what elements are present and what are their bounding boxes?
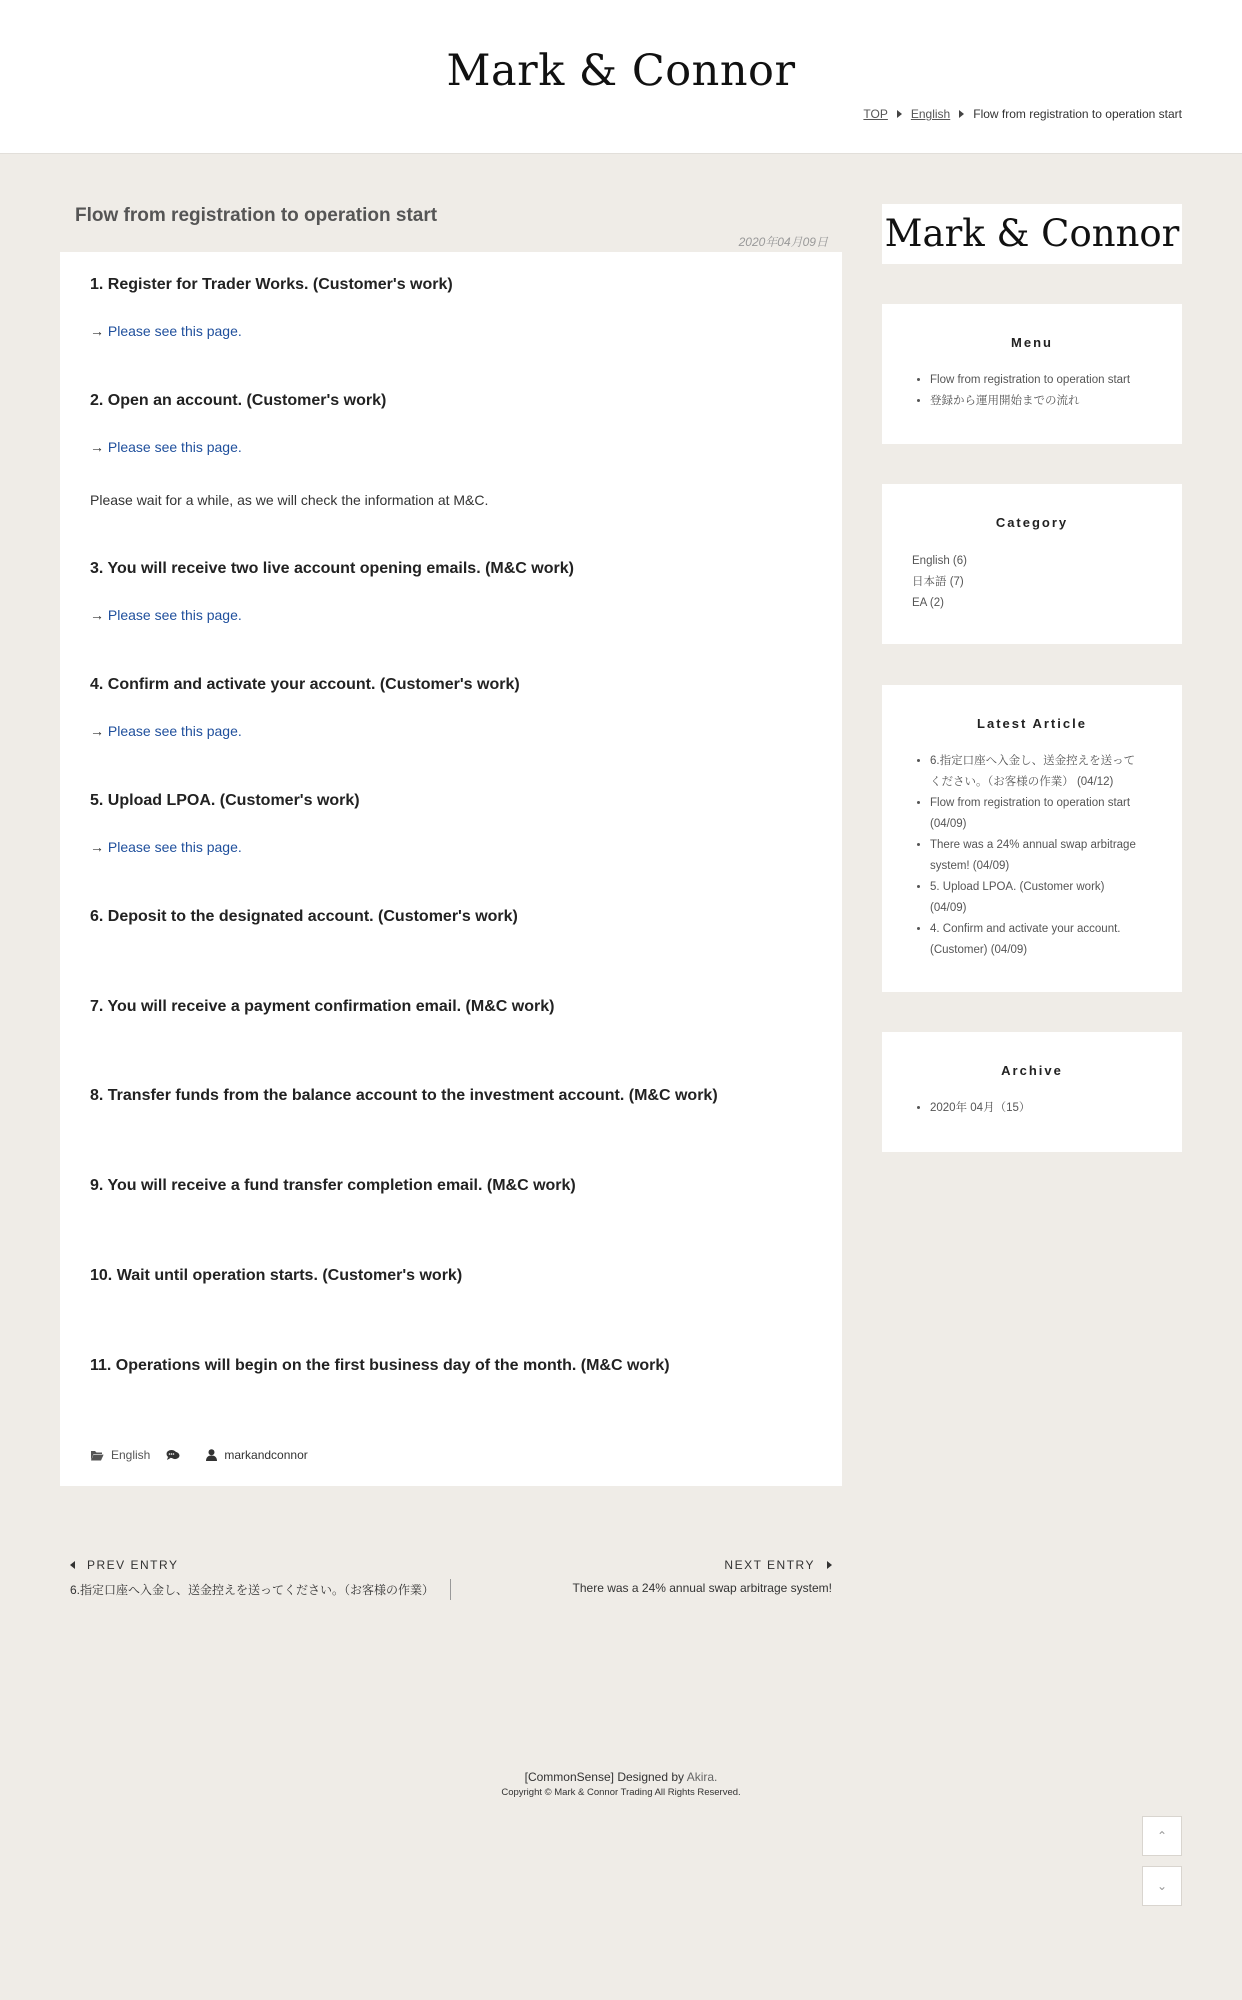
entry-meta [90, 1448, 308, 1462]
footer-theme-text: [CommonSense] Designed by [524, 1770, 685, 1784]
archive-item[interactable] [930, 1098, 1160, 1119]
scroll-bottom-button[interactable] [1142, 1866, 1182, 1906]
meta-author-name: markandconnor [224, 1448, 308, 1462]
arrow-right-icon: → [90, 607, 104, 623]
step-note: Please wait for a while, as we will check the information at M&C. [90, 492, 489, 508]
menu-item[interactable] [930, 370, 1160, 391]
latest-article-line: 6.指定口座へ入金し、送金控えを送って [930, 755, 1136, 767]
step-link-line [90, 439, 242, 455]
chevron-up-icon: ⌃ [1156, 1829, 1168, 1843]
caret-right-icon [827, 1561, 832, 1569]
prev-entry-title: 6.指定口座へ入金し、送金控えを送ってください。（お客様の作業） [70, 1583, 435, 1597]
step-heading: 7. You will receive a payment confirmation email. (M&C work) [90, 998, 555, 1015]
arrow-right-icon: → [90, 723, 104, 739]
caret-right-icon [897, 110, 902, 118]
widget-archive [882, 1032, 1182, 1152]
step-heading: 6. Deposit to the designated account. (Customer's work) [90, 908, 518, 925]
step-3-link[interactable]: Please see this page. [107, 607, 242, 623]
article-body [60, 252, 842, 1486]
latest-article-item[interactable] [930, 835, 1160, 877]
arrow-right-icon: → [90, 439, 104, 455]
latest-article-line: Flow from registration to operation start [930, 797, 1131, 809]
entry-date: 2020年04月09日 [738, 235, 828, 249]
site-title-link[interactable]: Mark & Connor [446, 46, 796, 96]
sidebar-logo-banner[interactable] [882, 204, 1182, 264]
prev-entry-label-row [70, 1558, 434, 1572]
latest-article-item[interactable] [930, 919, 1160, 961]
latest-article-item[interactable] [930, 751, 1160, 793]
category-list [912, 551, 967, 614]
latest-article-line: (Customer) (04/09) [930, 944, 1028, 956]
meta-category-link[interactable] [90, 1448, 150, 1462]
menu-list [930, 370, 1160, 412]
caret-left-icon [70, 1561, 75, 1569]
latest-article-link[interactable] [930, 881, 1104, 914]
next-entry-title: There was a 24% annual swap arbitrage system! [572, 1581, 832, 1595]
latest-article-item[interactable] [930, 877, 1160, 919]
category-item-link[interactable]: 日本語 (7) [912, 576, 964, 588]
latest-article-link[interactable] [930, 839, 1136, 872]
menu-item[interactable] [930, 391, 1160, 412]
widget-menu [882, 304, 1182, 444]
breadcrumb [863, 107, 1182, 121]
step-heading: 1. Register for Trader Works. (Customer's work) [90, 276, 453, 293]
menu-item-link[interactable]: Flow from registration to operation start [930, 374, 1131, 386]
widget-latest-article [882, 685, 1182, 992]
latest-article-line: (04/09) [930, 902, 967, 914]
latest-article-line: system! (04/09) [930, 860, 1010, 872]
scroll-top-button[interactable] [1142, 1816, 1182, 1856]
archive-item-link[interactable]: 2020年 04月（15） [930, 1102, 1031, 1114]
entry-title: Flow from registration to operation start [75, 205, 438, 226]
step-2-link[interactable]: Please see this page. [107, 439, 242, 455]
step-link-line [90, 607, 242, 623]
next-entry-link[interactable] [573, 1558, 832, 1595]
step-heading: 3. You will receive two live account opening emails. (M&C work) [90, 560, 574, 577]
meta-category-label: English [111, 1448, 151, 1462]
step-1-link[interactable]: Please see this page. [107, 323, 242, 339]
step-heading: 8. Transfer funds from the balance account to the investment account. (M&C work) [90, 1087, 718, 1104]
next-entry-label-row [573, 1558, 832, 1572]
archive-list [930, 1098, 1160, 1119]
step-4-link[interactable]: Please see this page. [107, 723, 242, 739]
step-heading: 2. Open an account. (Customer's work) [90, 392, 387, 409]
breadcrumb-category-link[interactable]: English [910, 107, 951, 121]
step-heading: 5. Upload LPOA. (Customer's work) [90, 792, 360, 809]
step-heading: 4. Confirm and activate your account. (Customer's work) [90, 676, 520, 693]
latest-article-line: 4. Confirm and activate your account. [930, 923, 1121, 935]
step-link-line [90, 323, 242, 339]
site-header [0, 0, 1242, 154]
category-item-link[interactable]: EA (2) [912, 597, 944, 609]
chevron-down-icon: ⌄ [1156, 1879, 1168, 1893]
comments-icon [166, 1449, 180, 1461]
latest-article-link[interactable] [930, 923, 1121, 956]
widget-archive-title: Archive [1001, 1063, 1063, 1078]
prev-entry-label: PREV ENTRY [87, 1558, 179, 1572]
step-heading: 11. Operations will begin on the first business day of the month. (M&C work) [90, 1357, 670, 1374]
caret-right-icon [959, 110, 964, 118]
step-link-line [90, 839, 242, 855]
widget-latest-title: Latest Article [977, 716, 1087, 731]
category-item-link[interactable]: English (6) [912, 555, 967, 567]
sidebar-logo-text: Mark & Connor [884, 212, 1180, 255]
arrow-right-icon: → [90, 323, 104, 339]
step-5-link[interactable]: Please see this page. [107, 839, 242, 855]
breadcrumb-current: Flow from registration to operation start [973, 107, 1182, 121]
latest-article-link[interactable] [930, 755, 1135, 788]
step-link-line [90, 723, 242, 739]
comments-link[interactable] [166, 1449, 180, 1461]
pager-divider [450, 1579, 451, 1600]
latest-article-line: (04/09) [930, 818, 967, 830]
latest-article-list [930, 751, 1160, 961]
latest-article-line: ください。（お客様の作業） (04/12) [930, 776, 1114, 788]
meta-author-link[interactable] [206, 1448, 307, 1462]
latest-article-link[interactable] [930, 797, 1130, 830]
latest-article-item[interactable] [930, 793, 1160, 835]
latest-article-line: There was a 24% annual swap arbitrage [930, 839, 1136, 851]
user-icon [206, 1449, 217, 1461]
widget-category [882, 484, 1182, 644]
footer-credit [0, 1770, 1242, 1784]
next-entry-label: NEXT ENTRY [724, 1558, 815, 1572]
latest-article-line: 5. Upload LPOA. (Customer work) [930, 881, 1105, 893]
widget-menu-title: Menu [1011, 335, 1053, 350]
menu-item-link[interactable]: 登録から運用開始までの流れ [930, 395, 1080, 407]
step-heading: 9. You will receive a fund transfer completion email. (M&C work) [90, 1177, 576, 1194]
step-heading: 10. Wait until operation starts. (Customer's work) [90, 1267, 463, 1284]
footer-copyright: Copyright © Mark & Connor Trading All Rights Reserved. [501, 1787, 741, 1798]
widget-category-title: Category [995, 515, 1069, 530]
breadcrumb-top-link[interactable]: TOP [863, 107, 888, 121]
folder-open-icon [90, 1450, 104, 1461]
footer-designer-link[interactable]: Akira. [686, 1770, 718, 1784]
arrow-right-icon: → [90, 839, 104, 855]
prev-entry-link[interactable] [70, 1558, 434, 1598]
